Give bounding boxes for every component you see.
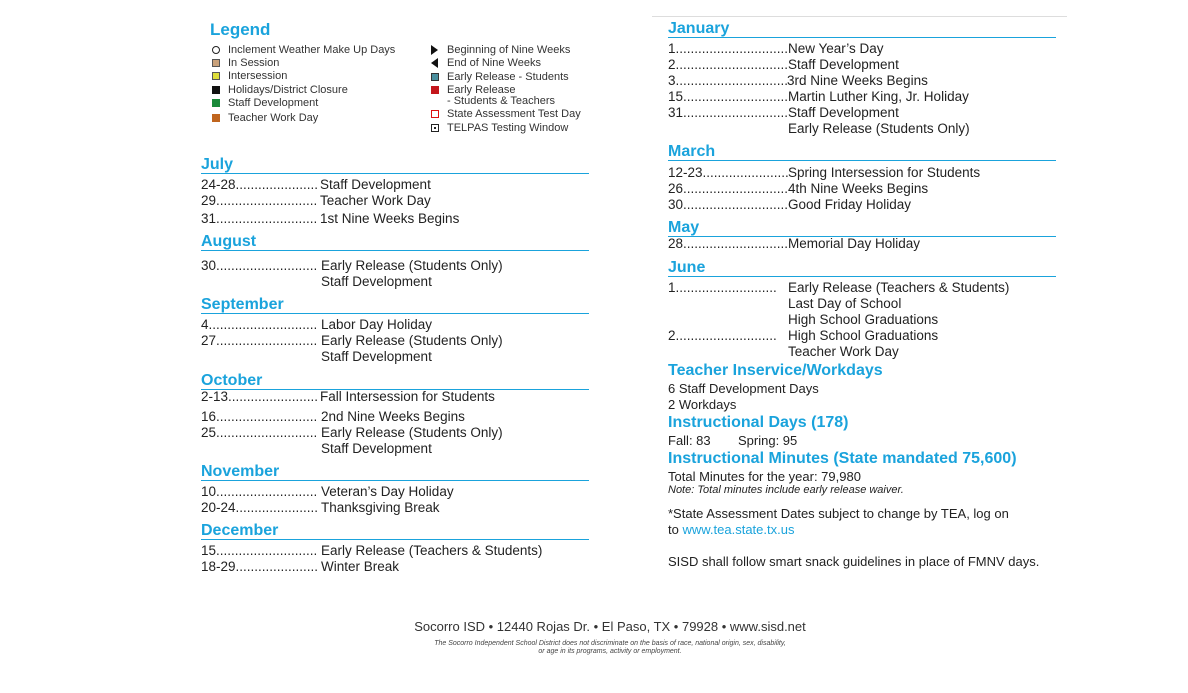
month-heading-august: August (201, 233, 589, 251)
intersession-swatch (212, 72, 220, 80)
instructional-minutes-heading: Instructional Minutes (State mandated 75,600) (668, 450, 1017, 467)
event-row: 2-13........................ Fall Intersession for Students (201, 389, 495, 404)
assessment-note-line-2: to www.tea.state.tx.us (668, 522, 795, 537)
event-row: Staff Development (321, 274, 432, 289)
event-row: 2.............................. Staff Development (668, 57, 899, 72)
event-row: 1........................... Early Release (Teachers & Students) (668, 280, 1010, 295)
month-heading-june: June (668, 259, 1056, 277)
instructional-days-fall: Fall: 83 (668, 433, 711, 448)
event-row: 3.............................. 3rd Nine Weeks Begins (668, 73, 928, 88)
month-heading-october: October (201, 372, 589, 390)
event-row: 26............................ 4th Nine Weeks Begins (668, 181, 929, 196)
event-row: 18-29...................... Winter Break (201, 559, 400, 574)
staff-dev-swatch (212, 99, 220, 107)
triangle-left-icon (431, 58, 438, 68)
legend-item-in-session: In Session (212, 57, 279, 69)
test-day-icon (431, 110, 439, 118)
event-row: 27........................... Early Release (Students Only) (201, 333, 503, 348)
assessment-note-line-1: *State Assessment Dates subject to change by TEA, log on (668, 506, 1009, 521)
tea-link[interactable]: www.tea.state.tx.us (682, 522, 795, 537)
legend-item-test-day: State Assessment Test Day (431, 108, 581, 120)
inservice-line-1: 6 Staff Development Days (668, 381, 819, 396)
event-row: Teacher Work Day (788, 344, 899, 359)
instructional-days-spring: Spring: 95 (738, 433, 798, 448)
month-heading-may: May (668, 219, 1056, 237)
legend-item-staff-dev: Staff Development (212, 97, 318, 109)
event-row: Staff Development (321, 441, 432, 456)
event-row: 24-28...................... Staff Development (201, 177, 431, 192)
event-row: 12-23....................... Spring Intersession for Students (668, 165, 981, 180)
footer-disclaimer-2: or age in its programs, activity or employment. (538, 648, 682, 655)
event-row: 31............................ Staff Development (668, 105, 899, 120)
circle-icon (212, 46, 220, 54)
inservice-heading: Teacher Inservice/Workdays (668, 362, 883, 379)
event-row: 2........................... High School Graduations (668, 328, 939, 343)
event-row: 4............................. Labor Day Holiday (201, 317, 433, 332)
event-row: Early Release (Students Only) (788, 121, 970, 136)
month-heading-november: November (201, 463, 589, 481)
month-heading-july: July (201, 156, 589, 174)
event-row: High School Graduations (788, 312, 939, 327)
event-row: 25........................... Early Release (Students Only) (201, 425, 503, 440)
legend-item-intersession: Intersession (212, 70, 287, 82)
event-row: 30............................ Good Friday Holiday (668, 197, 912, 212)
legend-item-early-release-all-sub: - Students & Teachers (447, 95, 556, 107)
legend-item-closure: Holidays/District Closure (212, 84, 348, 96)
in-session-swatch (212, 59, 220, 67)
legend-item-teacher-work: Teacher Work Day (212, 112, 318, 124)
event-row: 29........................... Teacher Work Day (201, 193, 431, 208)
event-row: 15............................ Martin Luther King, Jr. Holiday (668, 89, 969, 104)
legend-item-early-release-students: Early Release - Students (431, 71, 569, 83)
event-row: 28............................ Memorial Day Holiday (668, 236, 921, 251)
legend-item-telpas: TELPAS Testing Window (431, 122, 568, 134)
legend-item-early-release-all: Early Release (431, 84, 515, 96)
event-row: 30........................... Early Release (Students Only) (201, 258, 503, 273)
event-row: 1.............................. New Year’s Day (668, 41, 884, 56)
triangle-right-icon (431, 45, 438, 55)
legend-item-end-nine-weeks: End of Nine Weeks (431, 57, 541, 69)
legend-item-begin-nine-weeks: Beginning of Nine Weeks (431, 44, 570, 56)
footer-address: Socorro ISD • 12440 Rojas Dr. • El Paso, TX • 79928 • www.sisd.net (414, 619, 806, 634)
early-release-all-swatch (431, 86, 439, 94)
event-row: 10........................... Veteran’s Day Holiday (201, 484, 454, 499)
closure-swatch (212, 86, 220, 94)
event-row: 31........................... 1st Nine Weeks Begins (201, 211, 460, 226)
month-heading-march: March (668, 143, 1056, 161)
top-divider (652, 16, 1067, 17)
event-row: 16........................... 2nd Nine Weeks Begins (201, 409, 465, 424)
footer-disclaimer-1: The Socorro Independent School District does not discriminate on the basis of race, national origin, sex, disability, (434, 640, 786, 647)
month-heading-september: September (201, 296, 589, 314)
event-row: Staff Development (321, 349, 432, 364)
event-row: 20-24...................... Thanksgiving Break (201, 500, 440, 515)
month-heading-january: January (668, 20, 1056, 38)
teacher-work-swatch (212, 114, 220, 122)
event-row: Last Day of School (788, 296, 902, 311)
telpas-icon (431, 124, 439, 132)
inservice-line-2: 2 Workdays (668, 397, 737, 412)
month-heading-december: December (201, 522, 589, 540)
legend-title: Legend (210, 20, 271, 39)
instructional-minutes-note: Note: Total minutes include early release waiver. (668, 484, 904, 496)
early-release-students-swatch (431, 73, 439, 81)
instructional-days-heading: Instructional Days (178) (668, 414, 849, 431)
event-row: 15........................... Early Release (Teachers & Students) (201, 543, 543, 558)
instructional-minutes-total: Total Minutes for the year: 79,980 (668, 469, 861, 484)
snack-note: SISD shall follow smart snack guidelines in place of FMNV days. (668, 554, 1040, 569)
legend-item-makeup: Inclement Weather Make Up Days (212, 44, 395, 56)
